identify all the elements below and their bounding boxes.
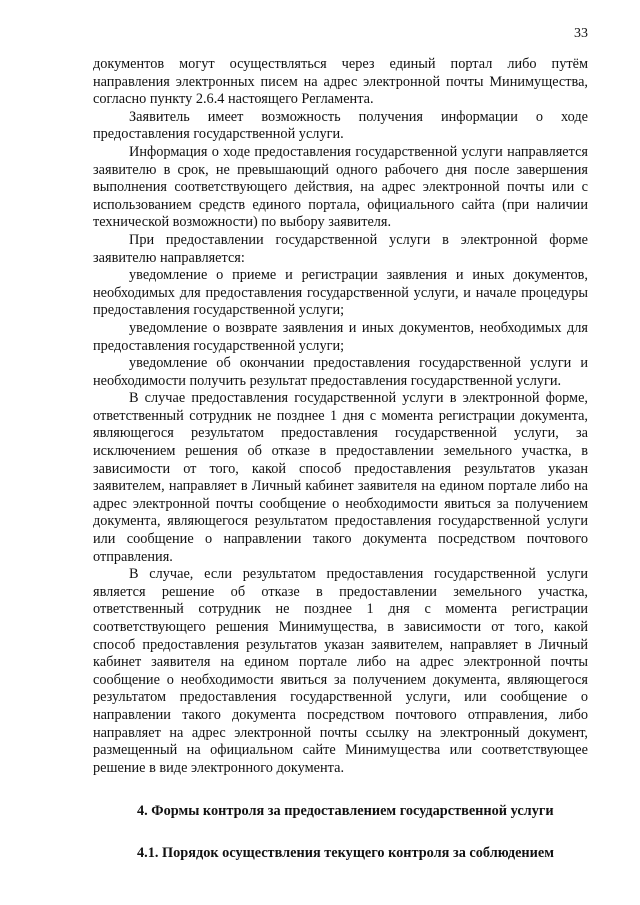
paragraph: документов могут осуществляться через единый портал либо путём направления электронных писем на адрес электронной почты Минимущества, согласно пункту 2.6.4 настоящего Регламента. xyxy=(93,56,588,108)
section-heading: 4. Формы контроля за предоставлением государственной услуги xyxy=(137,803,554,820)
paragraph: Заявитель имеет возможность получения информации о ходе предоставления государственной услуги. xyxy=(93,108,588,143)
page-number: 33 xyxy=(574,26,588,41)
list-item: уведомление о возврате заявления и иных документов, необходимых для предоставления государственной услуги; xyxy=(93,319,588,354)
list-item: уведомление об окончании предоставления государственной услуги и необходимости получить результат предоставления государственной услуги. xyxy=(93,355,588,389)
document-body xyxy=(93,56,588,863)
list-item: уведомление о приеме и регистрации заявления и иных документов, необходимых для предоставления государственной услуги, и начале процедуры предоставления государственной услуги; xyxy=(93,267,588,319)
paragraph: Информация о ходе предоставления государственной услуги направляется заявителю в срок, не превышающий одного рабочего дня после завершения выполнения соответствующего действия, на адрес электронной почты или с использованием средств единого портала, официального сайта (при наличии технической возможности) по выбору заявителя. xyxy=(93,143,588,231)
paragraph: При предоставлении государственной услуги в электронной форме заявителю направляется: xyxy=(93,231,588,266)
subsection-heading: 4.1. Порядок осуществления текущего контроля за соблюдением xyxy=(137,844,554,861)
paragraph: В случае, если результатом предоставления государственной услуги является решение об отказе в предоставлении земельного участка, ответственный сотрудник не позднее 1 дня с момента регистрации соответствующего решения Минимущества, в зависимости от того, какой способ предоставления результатов указан заявителем, направляет в Личный кабинет заявителя на едином портале либо на адрес электронной почты сообщение о необходимости явиться за получением документа, являющегося результатом предоставления государственной услуги, или сообщение о направлении такого документа посредством почтового отправления, либо направляет на адрес электронной почты ссылку на электронный документ, размещенный на официальном сайте Минимущества или соответствующее решение в виде электронного документа. xyxy=(93,566,588,776)
paragraph: В случае предоставления государственной услуги в электронной форме, ответственный сотрудник не позднее 1 дня с момента регистрации документа, являющегося результатом предоставления государственной услуги, за исключением решения об отказе в предоставлении земельного участка, в зависимости от того, какой способ предоставления результатов указан заявителем, направляет в Личный кабинет заявителя на едином портале либо на адрес электронной почты сообщение о необходимости явиться за получением документа, являющегося результатом предоставления государственной услуги или сообщение о направлении такого документа посредством почтового отправления. xyxy=(93,390,588,565)
